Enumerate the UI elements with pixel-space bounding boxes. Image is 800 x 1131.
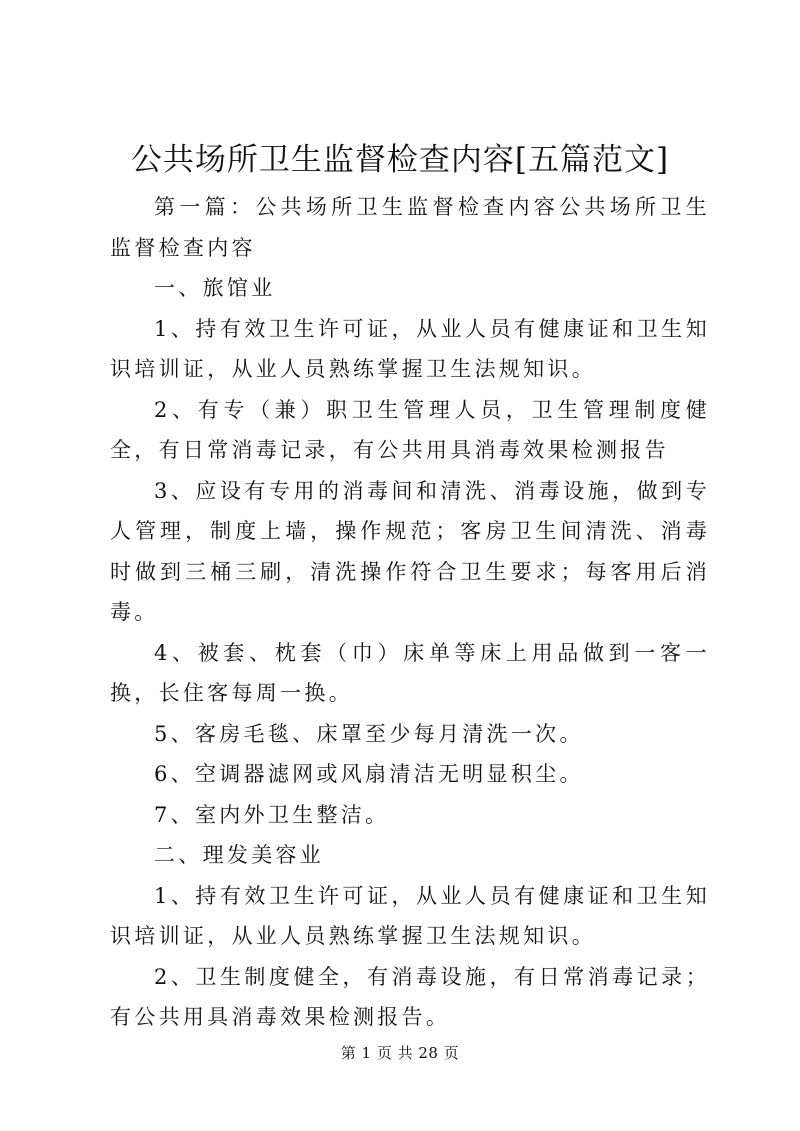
paragraph-2: 一、旅馆业 [154, 276, 276, 300]
paragraph-6: 4、被套、枕套（巾）床单等床上用品做到一客一换，长住客每周一换。 [110, 640, 710, 705]
document-body [110, 187, 710, 1038]
paragraph-7: 5、客房毛毯、床罩至少每月清洗一次。 [154, 721, 584, 746]
paragraph-9: 7、室内外卫生整洁。 [154, 802, 390, 827]
paragraph-4: 2、有专（兼）职卫生管理人员，卫生管理制度健全，有日常消毒记录，有公共用具消毒效果检测报告 [110, 397, 710, 462]
paragraph-10: 二、理发美容业 [154, 843, 325, 867]
document-title: 公共场所卫生监督检查内容[五篇范文] [130, 142, 670, 178]
paragraph-1: 第一篇：公共场所卫生监督检查内容公共场所卫生监督检查内容 [110, 195, 710, 260]
paragraph-3: 1、持有效卫生许可证，从业人员有健康证和卫生知识培训证，从业人员熟练掌握卫生法规知识。 [110, 316, 710, 381]
paragraph-11: 1、持有效卫生许可证，从业人员有健康证和卫生知识培训证，从业人员熟练掌握卫生法规知识。 [110, 883, 710, 948]
paragraph-8: 6、空调器滤网或风扇清洁无明显积尘。 [154, 762, 584, 786]
paragraph-12: 2、卫生制度健全，有消毒设施，有日常消毒记录；有公共用具消毒效果检测报告。 [110, 964, 710, 1029]
page-footer: 第 1 页 共 28 页 [340, 1044, 460, 1062]
paragraph-5: 3、应设有专用的消毒间和清洗、消毒设施，做到专人管理，制度上墙，操作规范；客房卫生间清洗、消毒时做到三桶三刷，清洗操作符合卫生要求；每客用后消毒。 [110, 478, 710, 624]
